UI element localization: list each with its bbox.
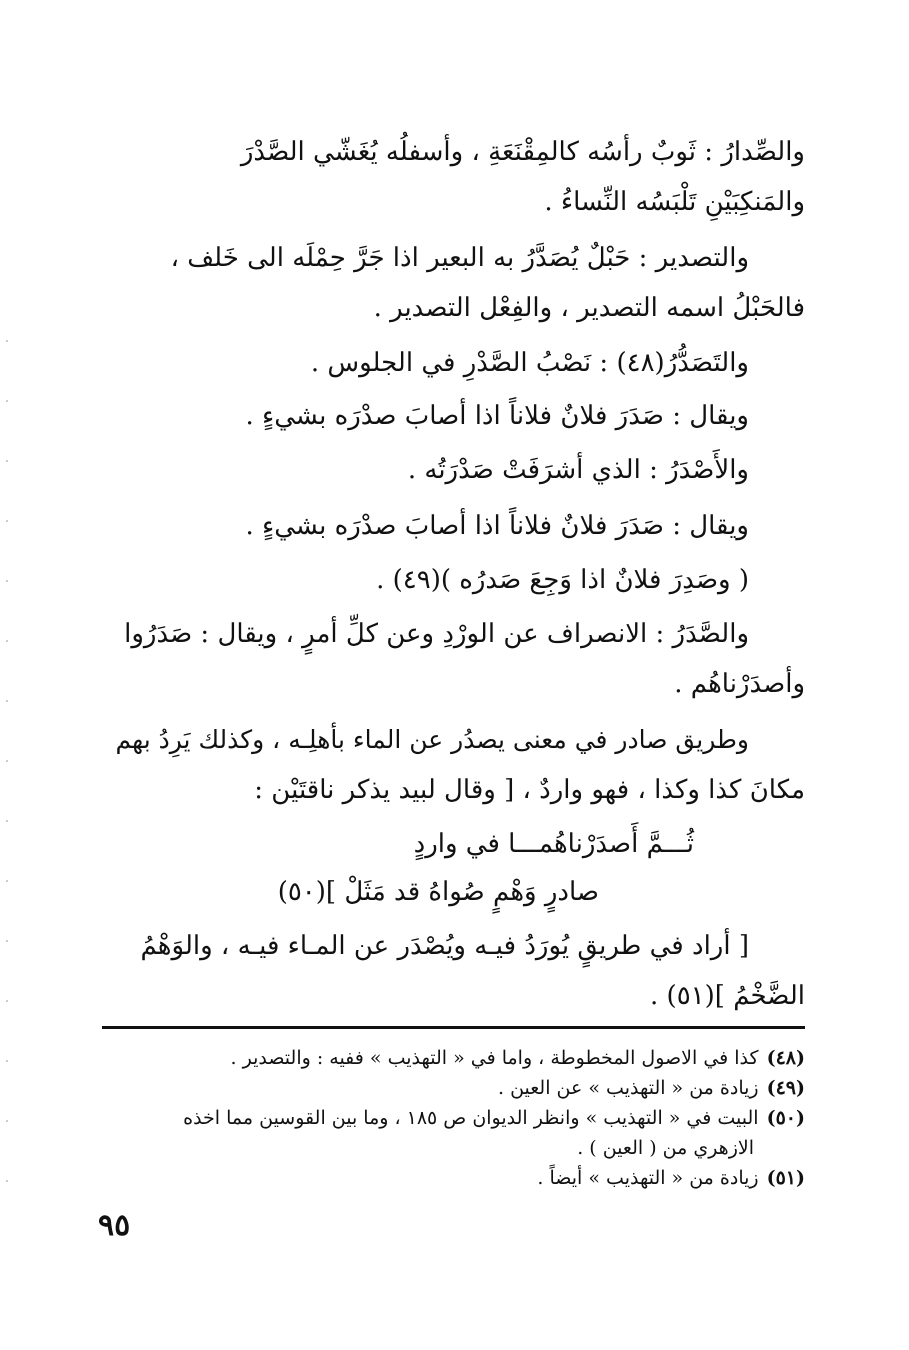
body-line: والأَصْدَرُ : الذي أشرَفَتْ صَدْرَتُه . — [407, 455, 749, 485]
footnote-text: زيادة من « التهذيب » عن العين . — [497, 1077, 759, 1099]
page-number: ٩٥ — [98, 1208, 131, 1243]
footnote — [104, 1044, 805, 1072]
footnote — [104, 1104, 805, 1132]
footnote-continuation — [104, 1134, 754, 1162]
body-line: ويقال : صَدَرَ فلانٌ فلاناً اذا أصابَ صدْرَه بشيءٍ . — [245, 511, 749, 541]
scan-margin-marks — [6, 340, 8, 1240]
body-line: [ أراد في طريقٍ يُورَدُ فيـه ويُصْدَر عن المـاء فيـه ، والوَهْمُ — [140, 931, 749, 961]
body-line: وطريق صادر في معنى يصدُر عن الماء بأهلِـه ، وكذلك يَرِدُ بهم — [115, 725, 749, 754]
body-line: وأصدَرْناهُم . — [674, 669, 805, 699]
body-line: الضَّخْمُ ](٥١) . — [650, 981, 805, 1011]
footnote — [104, 1074, 805, 1102]
footnote-text: زيادة من « التهذيب » أيضاً . — [537, 1167, 759, 1189]
body-line: والصَّدَرُ : الانصراف عن الورْدِ وعن كلِّ أمرٍ ، ويقال : صَدَرُوا — [124, 619, 749, 649]
footnote — [104, 1164, 805, 1192]
body-line: ( وصَدِرَ فلانٌ اذا وَجِعَ صَدرُه )(٤٩) . — [376, 565, 749, 595]
footnote-number: (٥٠) — [766, 1107, 805, 1129]
footnote-number: (٤٩) — [766, 1077, 805, 1099]
body-line: والمَنكِبَيْنِ تَلْبَسُه النِّساءُ . — [544, 187, 805, 217]
body-line: ويقال : صَدَرَ فلانٌ فلاناً اذا أصابَ صدْرَه بشيءٍ . — [245, 401, 749, 431]
body-line: مكانَ كذا وكذا ، فهو واردٌ ، [ وقال لبيد يذكر ناقتَيْن : — [254, 775, 805, 805]
footnote-divider — [102, 1026, 805, 1029]
verse-line: ثُـــمَّ أَصدَرْناهُمـــا في واردٍ — [413, 829, 694, 859]
footnote-text: البيت في « التهذيب » وانظر الديوان ص ١٨٥ ، وما بين القوسين مما اخذه — [183, 1107, 759, 1129]
body-line: والتصدير : حَبْلٌ يُصَدَّرُ به البعير اذا جَرَّ حِمْلَه الى خَلف ، — [170, 243, 749, 273]
footnote-text: كذا في الاصول المخطوطة ، واما في « التهذيب » ففيه : والتصدير . — [230, 1047, 759, 1069]
body-line: والصِّدارُ : ثَوبٌ رأسُه كالمِقْنَعَةِ ، وأسفلُه يُغَشّي الصَّدْرَ — [240, 137, 805, 167]
verse-line: صادرٍ وَهْمٍ صُواهُ قد مَثَلْ ](٥٠) — [277, 877, 599, 907]
footnote-number: (٤٨) — [766, 1047, 805, 1069]
body-line: فالحَبْلُ اسمه التصدير ، والفِعْل التصدير . — [373, 293, 805, 323]
footnote-number: (٥١) — [766, 1167, 805, 1189]
body-line: والتَصَدُّرُ(٤٨) : نَصْبُ الصَّدْرِ في الجلوس . — [310, 348, 749, 378]
footnote-text: الازهري من ( العين ) . — [577, 1137, 754, 1159]
